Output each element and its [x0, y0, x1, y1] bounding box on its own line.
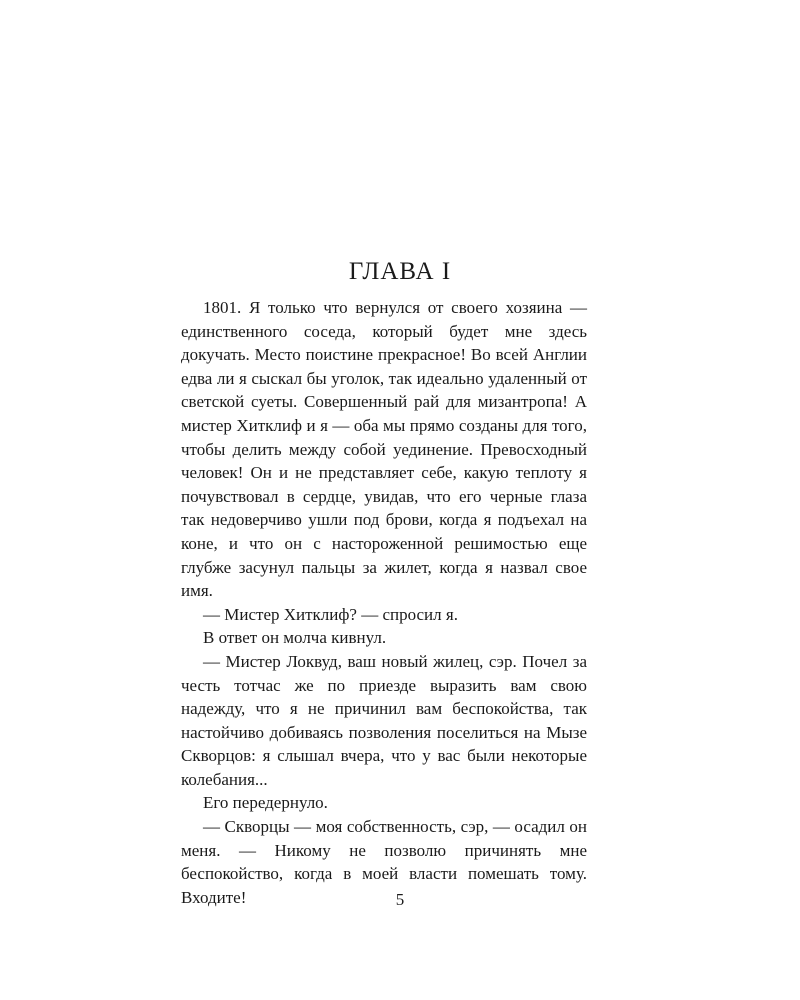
page-number: 5: [395, 890, 405, 909]
chapter-title: ГЛАВА I: [348, 258, 452, 285]
paragraph: Его передернуло.: [203, 793, 328, 813]
paragraph: — Мистер Хитклиф? — спросил я.: [203, 604, 458, 624]
body-text: [181, 296, 587, 909]
paragraph: — Мистер Локвуд, ваш новый жилец, сэр. Почел за честь тотчас же по приезде выразить вам свою надежду, что я не причинил вам беспокойства, так настойчиво добиваясь позволения поселиться на Мызе Скворцов: я слышал вчера, что у вас были некоторые колебания...: [181, 651, 587, 789]
paragraph: В ответ он молча кивнул.: [203, 628, 387, 648]
paragraph: 1801. Я только что вернулся от своего хозяина — единственного соседа, который будет мне здесь докучать. Место поистине прекрасное! Во всей Англии едва ли я сыскал бы уголок, так идеально удаленный от светской суеты. Совершенный рай для мизантропа! А мистер Хитклиф и я — оба мы прямо созданы для того, чтобы делить между собой уединение. Превосходный человек! Он и не представляет себе, какую теплоту я почувствовал в сердце, увидав, что его черные глаза так недоверчиво ушли под брови, когда я подъехал на коне, и что он с настороженной решимостью еще глубже засунул пальцы за жилет, когда я назвал свое имя.: [181, 298, 587, 601]
paragraph: — Скворцы — моя собственность, сэр, — осадил он меня. — Никому не позволю причинять мне беспокойство, когда в моей власти помешать тому. Входите!: [181, 817, 587, 907]
